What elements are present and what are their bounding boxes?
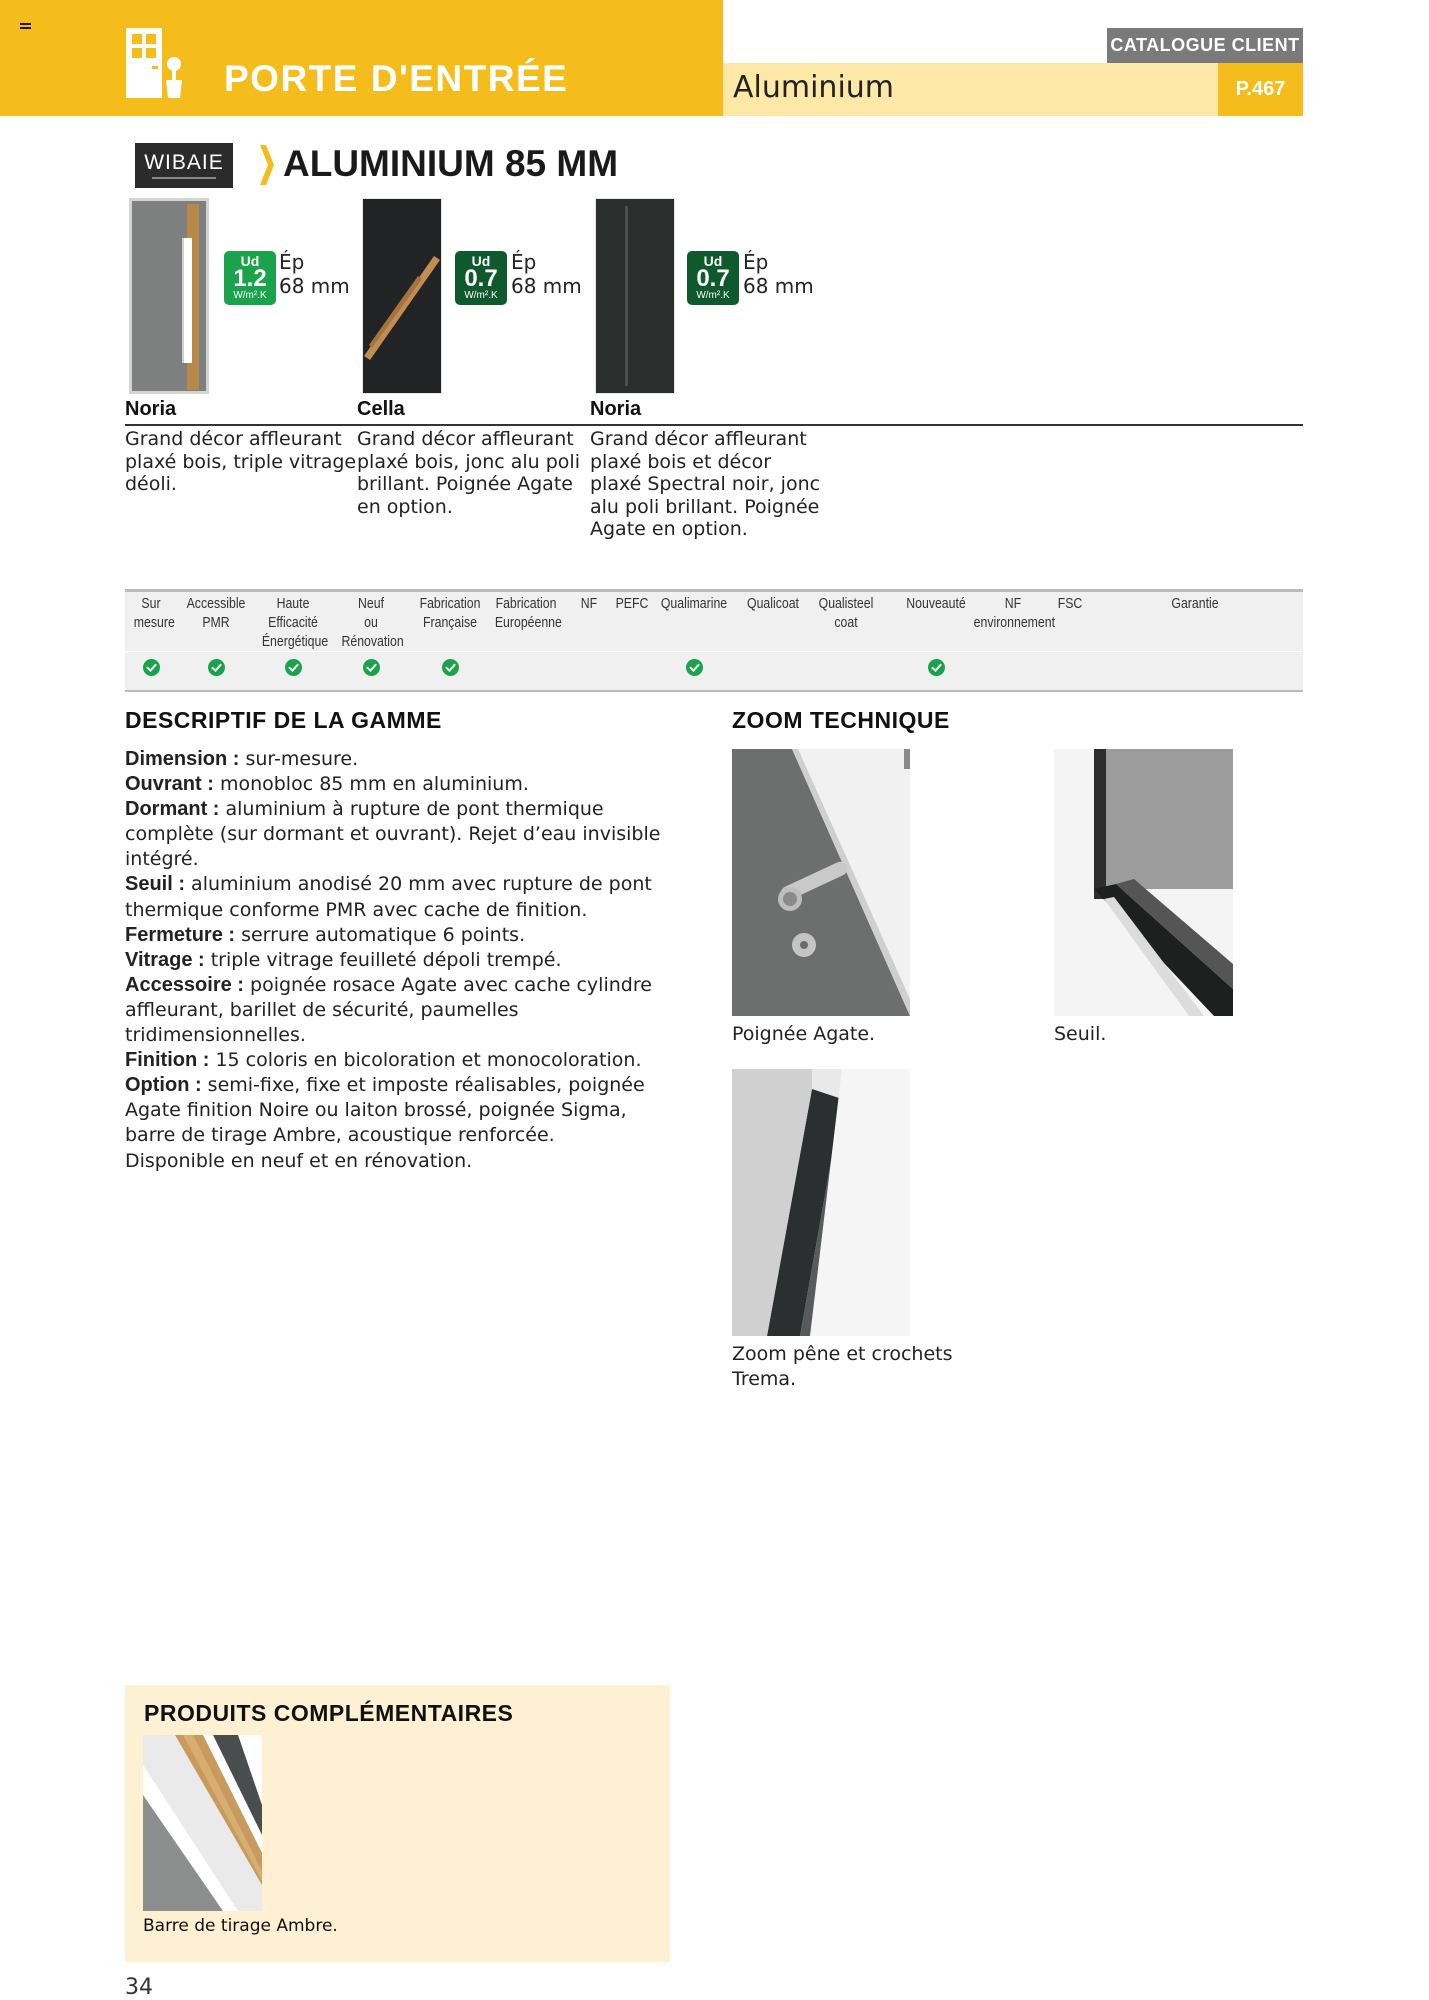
label-header: Fabrication Européenne <box>494 595 562 631</box>
page-number: 34 <box>125 1975 153 2000</box>
descriptif-item-text: sur-mesure. <box>239 748 359 770</box>
check-icon <box>928 659 945 676</box>
complementary-image-ambre-bar[interactable] <box>143 1735 262 1911</box>
descriptif-item-text: poignée rosace Agate avec cache cylindre affleurant, barillet de sécurité, paumelles tridimensionnelles. <box>125 973 652 1047</box>
descriptif-item-text: semi-fixe, fixe et imposte réalisables, poignée Agate finition Noire ou laiton brossé, poignée Sigma, barre de tirage Ambre, acoustique renforcée. <box>125 1074 645 1147</box>
label-header: FSC <box>1057 595 1083 612</box>
descriptif-item-text: monobloc 85 mm en aluminium. <box>213 773 529 796</box>
descriptif-item-text: triple vitrage feuilleté dépoli trempé. <box>204 948 562 971</box>
product-name[interactable]: Noria <box>125 398 177 420</box>
label-header: Neuf ou Rénovation <box>341 595 404 650</box>
wibaie-logo <box>135 143 233 188</box>
descriptif-item-label: Seuil : <box>125 873 186 896</box>
product-image-noria-2[interactable] <box>595 198 675 394</box>
descriptif-item <box>125 772 665 797</box>
thickness-label: Ép 68 mm <box>743 250 814 298</box>
descriptif-item <box>125 1073 665 1148</box>
zoom-caption: Seuil. <box>1054 1023 1107 1045</box>
descriptif-item-label: Finition : <box>125 1049 210 1072</box>
label-header: Garantie <box>1171 595 1219 612</box>
ud-badge: Ud 1.2 W/m².K <box>224 251 276 305</box>
catalogue-client-tab[interactable]: CATALOGUE CLIENT <box>1107 28 1303 63</box>
descriptif-item <box>125 1048 665 1073</box>
descriptif-item-label: Ouvrant : <box>125 773 214 796</box>
label-header: Nouveauté <box>906 595 966 612</box>
descriptif-item <box>125 1149 665 1174</box>
descriptif-item-text: aluminium anodisé 20 mm avec rupture de pont thermique conforme PMR avec cache de finition. <box>125 873 652 921</box>
check-icon <box>208 659 225 676</box>
zoom-caption: Zoom pêne et crochets Trema. <box>732 1343 953 1390</box>
label-header: Qualimarine <box>660 595 728 612</box>
thickness-label: Ép 68 mm <box>279 250 350 298</box>
chevron-right-icon <box>258 145 274 185</box>
zoom-title: ZOOM TECHNIQUE <box>732 707 950 733</box>
descriptif-item <box>125 747 665 772</box>
label-header: Qualicoat <box>747 595 799 612</box>
descriptif-item-label: Fermeture : <box>125 923 236 946</box>
label-header: PEFC <box>615 595 649 612</box>
material-label: Aluminium <box>733 70 895 105</box>
check-icon <box>285 659 302 676</box>
descriptif-item <box>125 797 665 872</box>
product-description: Grand décor affleurant plaxé bois et décor plaxé Spectral noir, jonc alu poli brillant. Poignée Agate en option. <box>590 428 821 540</box>
zoom-image-handle[interactable] <box>732 749 910 1016</box>
label-header: NF environnement <box>973 595 1056 631</box>
check-icon <box>143 659 160 676</box>
descriptif-item <box>125 973 665 1048</box>
door-icon <box>124 26 184 100</box>
section-title: PORTE D'ENTRÉE <box>224 58 569 99</box>
zoom-caption: Poignée Agate. <box>732 1023 876 1045</box>
descriptif-item-label: Dimension : <box>125 748 240 770</box>
product-image-cella[interactable] <box>362 198 442 394</box>
label-header: NF <box>580 595 598 612</box>
page-reference[interactable]: P.467 <box>1218 63 1303 116</box>
logo-text: WIBAIE <box>144 151 224 174</box>
product-description: Grand décor affleurant plaxé bois, jonc alu poli brillant. Poignée Agate en option. <box>357 428 580 518</box>
check-icon <box>686 659 703 676</box>
complementary-title: PRODUITS COMPLÉMENTAIRES <box>144 1700 514 1726</box>
product-name[interactable]: Cella <box>357 398 405 420</box>
range-title: ALUMINIUM 85 MM <box>283 143 619 184</box>
descriptif-item-label: Option : <box>125 1074 202 1097</box>
ud-badge: Ud 0.7 W/m².K <box>687 251 739 305</box>
label-header: Qualisteel coat <box>818 595 874 631</box>
divider <box>125 424 1303 426</box>
descriptif-item <box>125 948 665 973</box>
product-name[interactable]: Noria <box>590 398 642 420</box>
label-header: Fabrication Française <box>419 595 481 631</box>
label-header: Accessible PMR <box>186 595 246 631</box>
check-icon <box>363 659 380 676</box>
zoom-image-threshold[interactable] <box>1054 749 1233 1016</box>
descriptif-body <box>125 747 665 1174</box>
descriptif-item-text: Disponible en neuf et en rénovation. <box>125 1149 473 1172</box>
thickness-label: Ép 68 mm <box>511 250 582 298</box>
complementary-caption: Barre de tirage Ambre. <box>143 1916 338 1936</box>
descriptif-item-label: Dormant : <box>125 798 220 821</box>
descriptif-item-text: 15 coloris en bicoloration et monocoloration. <box>209 1049 642 1072</box>
zoom-image-lock[interactable] <box>732 1069 910 1336</box>
label-header: Haute Efficacité Énergétique <box>261 595 329 650</box>
descriptif-item-label: Accessoire : <box>125 973 244 996</box>
descriptif-item-label: Vitrage : <box>125 948 205 971</box>
menu-icon[interactable] <box>20 22 31 30</box>
descriptif-item-text: serrure automatique 6 points. <box>235 923 526 946</box>
label-header: Sur mesure <box>133 595 175 631</box>
ud-badge: Ud 0.7 W/m².K <box>455 251 507 305</box>
labels-row-separator <box>125 651 1303 652</box>
check-icon <box>442 659 459 676</box>
product-description: Grand décor affleurant plaxé bois, triple vitrage déoli. <box>125 428 357 495</box>
logo-underline <box>152 177 216 179</box>
product-image-noria-1[interactable] <box>129 198 209 394</box>
descriptif-item <box>125 872 665 922</box>
descriptif-item-text: aluminium à rupture de pont thermique complète (sur dormant et ouvrant). Rejet d’eau invisible intégré. <box>125 798 661 871</box>
descriptif-title: DESCRIPTIF DE LA GAMME <box>125 707 442 733</box>
descriptif-item <box>125 923 665 948</box>
